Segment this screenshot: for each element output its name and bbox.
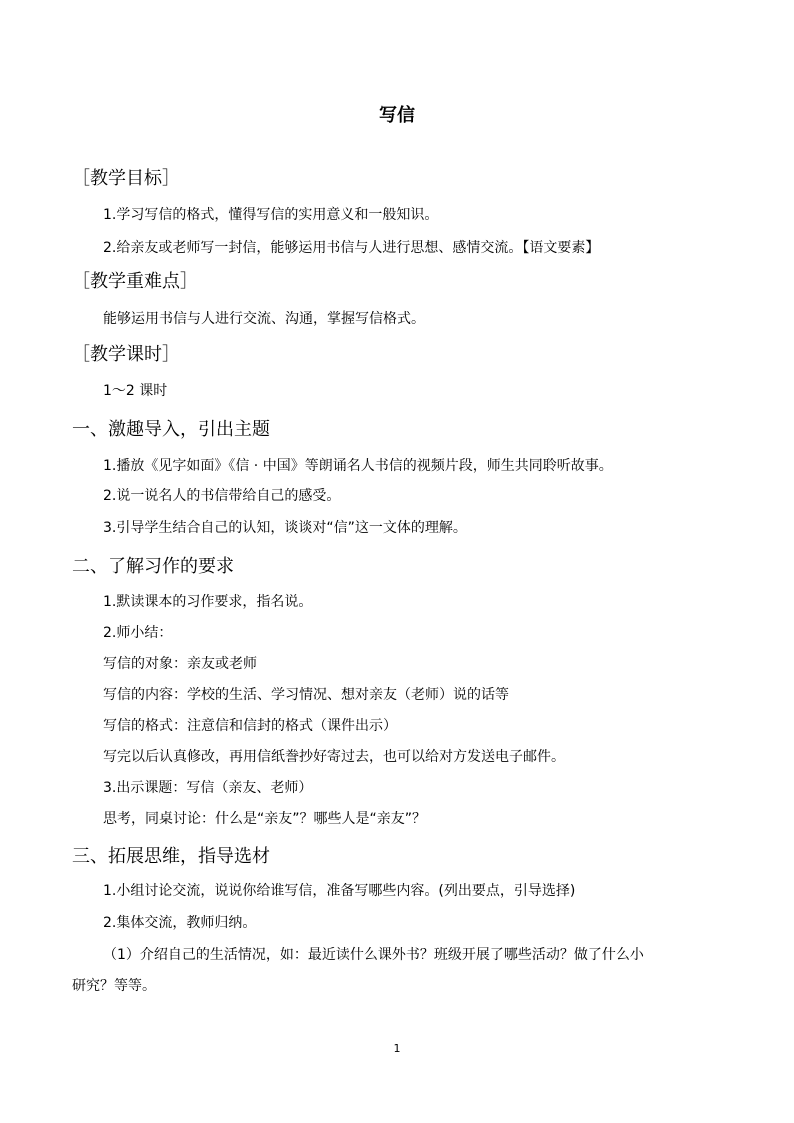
part3-sub-line-2: 研究？等等。 <box>72 978 156 994</box>
part2-item-3: 写信的对象：亲友或老师 <box>103 656 257 672</box>
part2-item-5: 写信的格式：注意信和信封的格式（课件出示） <box>103 718 397 734</box>
heading-part-3: 三、拓展思维，指导选材 <box>72 846 270 867</box>
part3-item-1: 1.小组讨论交流，说说你给谁写信，准备写哪些内容。(列出要点，引导选择) <box>103 883 576 899</box>
part2-item-2: 2.师小结： <box>103 625 173 641</box>
part1-item-3: 3.引导学生结合自己的认知，谈谈对“信”这一文体的理解。 <box>103 520 467 536</box>
part2-item-7: 3.出示课题：写信（亲友、老师） <box>103 780 313 796</box>
goal-item-1: 1.学习写信的格式，懂得写信的实用意义和一般知识。 <box>103 207 439 223</box>
part2-item-1: 1.默读课本的习作要求，指名说。 <box>103 594 313 610</box>
part2-item-6: 写完以后认真修改，再用信纸誊抄好寄过去，也可以给对方发送电子邮件。 <box>103 749 565 765</box>
document-title: 写信 <box>379 105 415 126</box>
part1-item-2: 2.说一说名人的书信带给自己的感受。 <box>103 488 341 504</box>
heading-key-points: ［教学重难点］ <box>72 271 198 292</box>
part1-item-1: 1.播放《见字如面》《信 · 中国》等朗诵名人书信的视频片段，师生共同聆听故事。 <box>103 458 613 474</box>
part3-sub-line-1: （1）介绍自己的生活情况，如：最近读什么课外书？班级开展了哪些活动？做了什么小 <box>103 947 644 963</box>
page-number: 1 <box>393 1042 401 1055</box>
goal-item-2: 2.给亲友或老师写一封信，能够运用书信与人进行思想、感情交流。【语文要素】 <box>103 240 600 256</box>
heading-part-2: 二、了解习作的要求 <box>72 556 234 577</box>
part2-item-4: 写信的内容：学校的生活、学习情况、想对亲友（老师）说的话等 <box>103 687 509 703</box>
key-points-text: 能够运用书信与人进行交流、沟通，掌握写信格式。 <box>103 311 425 327</box>
class-hours-text: 1～2 课时 <box>103 383 168 399</box>
part3-item-2: 2.集体交流，教师归纳。 <box>103 915 257 931</box>
part2-item-8: 思考，同桌讨论：什么是“亲友”？哪些人是“亲友”？ <box>103 811 427 827</box>
heading-teaching-goals: ［教学目标］ <box>72 168 180 189</box>
heading-class-hours: ［教学课时］ <box>72 344 180 365</box>
heading-part-1: 一、激趣导入，引出主题 <box>72 419 270 440</box>
